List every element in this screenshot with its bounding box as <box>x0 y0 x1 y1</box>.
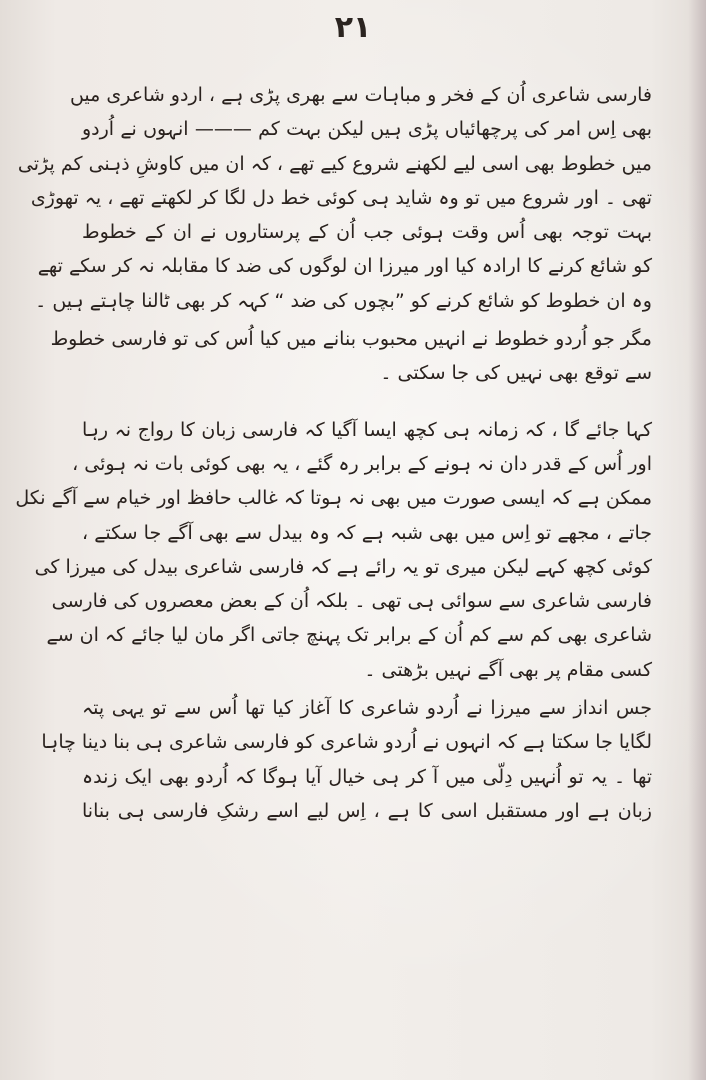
text-line: کوئی کچھ کہے لیکن میری تو یہ رائے ہے کہ فارسی شاعری بیدل کی میرزا کی <box>34 555 652 578</box>
text-line: کو شائع کرنے کا ارادہ کیا اور میرزا ان لوگوں کی ضد کا مقابلہ نہ کر سکے تھے <box>37 255 652 278</box>
paragraph-spacer <box>82 391 652 413</box>
text-line: لگایا جا سکتا ہے کہ انہوں نے اُردو شاعری کو فارسی شاعری ہی بنا دینا چاہا <box>41 731 652 754</box>
text-line: وہ ان خطوط کو شائع کرنے کو ”بچوں کی ضد “ کہہ کر بھی ٹالنا چاہتے ہیں ۔ <box>35 289 652 312</box>
text-line: اور اُس کے قدر دان نہ ہونے کے برابر رہ گئے ، یہ بھی کوئی بات نہ ہوئی ، <box>72 452 652 475</box>
text-line: ممکن ہے کہ ایسی صورت میں بھی نہ ہوتا کہ غالب حافظ اور خیام سے آگے نکل <box>15 487 652 510</box>
text-line: جس انداز سے میرزا نے اُردو شاعری کا آغاز کیا تھا اُس سے تو یہی پتہ <box>82 697 652 720</box>
text-line: تھا ۔ یہ تو اُنہیں دِلّی میں آ کر ہی خیال آیا ہوگا کہ اُردو بھی ایک زندہ <box>82 765 652 788</box>
text-line: زبان ہے اور مستقبل اسی کا ہے ، اِس لیے اسے رشکِ فارسی ہی بنانا <box>82 799 652 822</box>
text-line: فارسی شاعری اُن کے فخر و مباہات سے بھری پڑی ہے ، اردو شاعری میں <box>69 84 652 106</box>
paragraph-2 <box>50 322 652 391</box>
text-line: تھی ۔ اور شروع میں تو وہ شاید ہی کوئی خط دل لگا کر لکھتے تھے ، یہ تھوڑی <box>30 186 652 209</box>
text-line: جاتے ، مجھے تو اِس میں بھی شبہ ہے کہ وہ بیدل سے بھی آگے جا سکتے ، <box>82 521 652 544</box>
page-edge-shadow <box>688 0 706 1080</box>
paragraph-3 <box>15 413 652 687</box>
text-line: مگر جو اُردو خطوط نے انہیں محبوب بنانے میں کیا اُس کی تو فارسی خطوط <box>50 328 652 351</box>
text-line: کسی مقام پر بھی آگے نہیں بڑھتی ۔ <box>364 658 652 681</box>
page-number: ٢١ <box>334 10 372 45</box>
text-line: شاعری بھی کم سے کم اُن کے برابر تک پہنچ جاتی اگر مان لیا جائے کہ ان سے <box>46 624 652 647</box>
text-line: بہت توجہ بھی اُس وقت ہوئی جب اُن کے پرستاروں نے ان کے خطوط <box>82 221 652 244</box>
text-line: فارسی شاعری سے سوائی ہی تھی ۔ بلکہ اُن کے بعض معصروں کی فارسی <box>51 590 652 613</box>
text-line: بھی اِس امر کی پرچھائیاں پڑی ہیں لیکن بہت کم ——— انہوں نے اُردو <box>82 118 652 141</box>
paragraph-1 <box>17 78 652 318</box>
text-line: کہا جائے گا ، کہ زمانہ ہی کچھ ایسا آگیا کہ فارسی زبان کا رواج نہ رہا <box>82 418 652 441</box>
paragraph-4 <box>41 691 652 828</box>
text-line: سے توقع بھی نہیں کی جا سکتی ۔ <box>380 362 652 385</box>
body-text <box>15 78 652 828</box>
text-line: میں خطوط بھی اسی لیے لکھنے شروع کیے تھے ، کہ ان میں کاوشِ ذہنی کم پڑتی <box>17 152 652 175</box>
